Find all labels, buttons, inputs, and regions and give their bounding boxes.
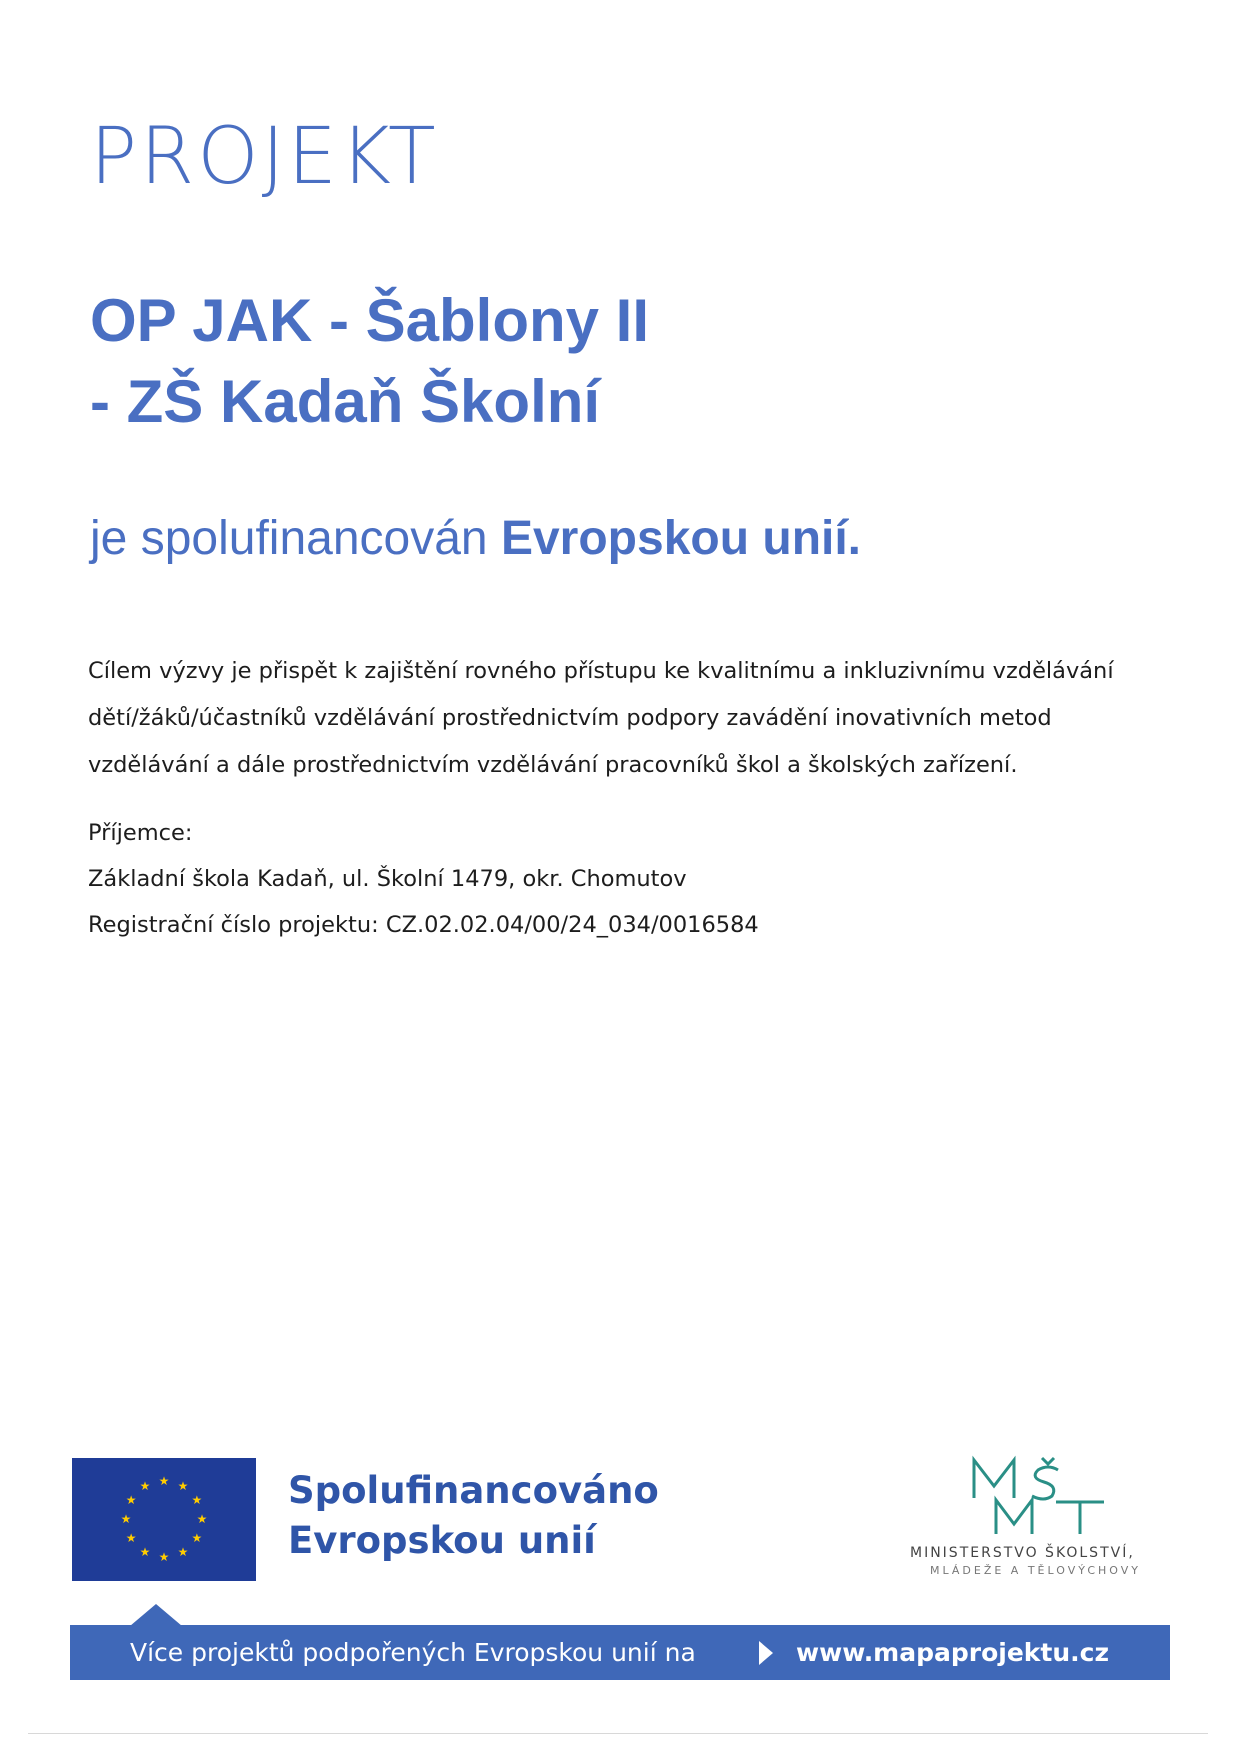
banner-url-link[interactable]: www.mapaprojektu.cz (796, 1638, 1110, 1667)
eu-star-icon: ★ (125, 1493, 137, 1507)
cofinanced-prefix: je spolufinancován (90, 512, 488, 565)
eu-star-icon: ★ (196, 1512, 208, 1526)
msmt-name-line2: MLÁDEŽE A TĚLOVÝCHOVY (930, 1564, 1141, 1577)
eu-star-icon: ★ (158, 1550, 170, 1564)
play-arrow-icon (759, 1641, 773, 1665)
eu-logo-line1: Spolufinancováno (288, 1469, 659, 1512)
eu-star-icon: ★ (120, 1512, 132, 1526)
banner-pointer (130, 1604, 182, 1626)
registration-number: Registrační číslo projektu: CZ.02.02.04/00/24_034/0016584 (88, 912, 759, 938)
project-name-line1: OP JAK - Šablony II (90, 287, 650, 354)
eu-logo-line2: Evropskou unií (288, 1519, 596, 1562)
cofinanced-statement (90, 512, 862, 565)
project-name-line2: - ZŠ Kadaň Školní (90, 368, 601, 435)
eu-star-icon: ★ (191, 1493, 203, 1507)
recipient-label: Příjemce: (88, 820, 193, 846)
msmt-name-line1: MINISTERSTVO ŠKOLSTVÍ, (910, 1545, 1135, 1561)
eu-star-icon: ★ (125, 1531, 137, 1545)
description-line: vzdělávání a dále prostřednictvím vzdělávání pracovníků škol a školských zařízení. (88, 752, 1018, 778)
eu-star-icon: ★ (139, 1479, 151, 1494)
page-bottom-rule (28, 1733, 1208, 1734)
recipient-name: Základní škola Kadaň, ul. Školní 1479, okr. Chomutov (88, 866, 687, 892)
eu-star-icon: ★ (191, 1531, 203, 1545)
description-line: Cílem výzvy je přispět k zajištění rovného přístupu ke kvalitnímu a inkluzivnímu vzdělávání (88, 658, 1114, 684)
msmt-logo-icon (968, 1452, 1108, 1536)
page-kicker: PROJEKT (90, 112, 439, 202)
project-name (90, 280, 1090, 442)
eu-star-icon: ★ (177, 1479, 189, 1494)
eu-star-icon: ★ (177, 1544, 189, 1559)
eu-star-icon: ★ (139, 1544, 151, 1559)
eu-cofinanced-logo-text (288, 1466, 659, 1566)
recipient-block (88, 810, 1168, 948)
cofinanced-bold: Evropskou unií. (500, 512, 862, 565)
project-description (88, 648, 1168, 789)
eu-star-icon: ★ (158, 1474, 170, 1488)
banner-text: Více projektů podpořených Evropskou unií na (130, 1638, 696, 1667)
eu-flag-icon (72, 1458, 256, 1581)
info-banner (70, 1625, 1170, 1680)
description-line: dětí/žáků/účastníků vzdělávání prostřednictvím podpory zavádění inovativních metod (88, 705, 1052, 731)
